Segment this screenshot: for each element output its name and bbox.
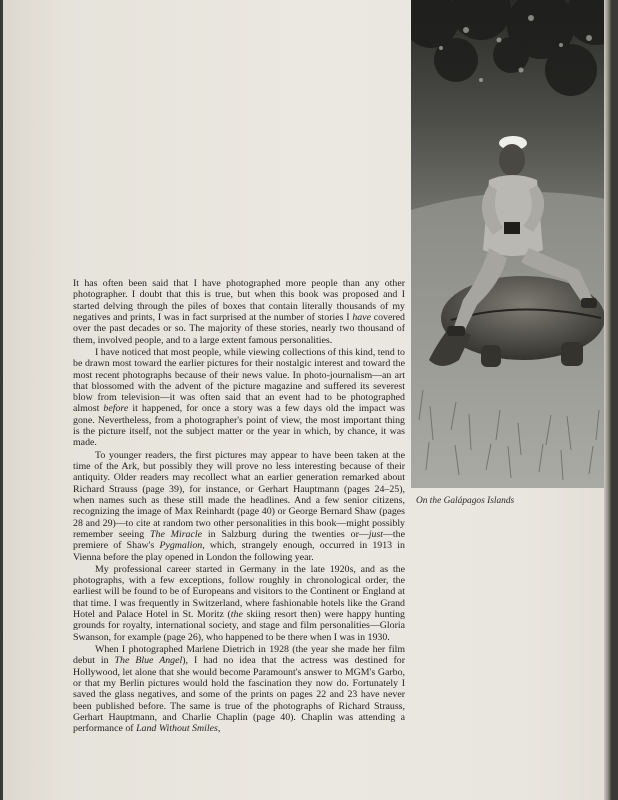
paragraph-2: I have noticed that most people, while viewing collections of this kind, tend to be drawn most toward the earlier pictures for their nostalgic interest and toward the most recent photographs because of their news value. In photo-journalism—an art that blossomed with the advent of the picture magazine and suffered its severest blow from television—it was often said that an event had to be photographed almost before it happened, for once a story was a few days old the impact was gone. Nevertheless, from a photographer's point of view, the most important thing is the picture itself, not the subject matter or the year in which, by chance, it was made. <box>73 346 405 449</box>
paragraph-3: To younger readers, the first pictures may appear to have been taken at the time of the Ark, but possibly they will prove no less interesting because of their antiquity. Older readers may recollect what an earlier generation remarked about Richard Strauss (page 39), for instance, or Gerhart Hauptmann (pages 24–25), when names such as these still made the headlines. And a few senior citizens, recognizing the image of Max Reinhardt (page 40) or George Bernard Shaw (pages 28 and 29)—to cite at random two other personalities in this book—might possibly remember seeing The Miracle in Salzburg during the twenties or—just—the premiere of Shaw's Pygmalion, which, strangely enough, occurred in 1913 in Vienna before the play opened in London the following year. <box>73 449 405 563</box>
photo-man-on-giant-tortoise <box>411 0 611 488</box>
book-page <box>3 0 611 800</box>
photo-caption: On the Galápagos Islands <box>416 496 515 506</box>
body-text <box>73 278 405 735</box>
paragraph-1: It has often been said that I have photographed more people than any other photographer. I doubt that this is true, but when this book was proposed and I started delving through the piles of boxes that contain literally thousands of my negatives and prints, I was in fact surprised at the number of stories I have covered over the past decades or so. The majority of these stories, nearly two thousand of them, involved people, and to a large extent famous personalities. <box>73 278 405 346</box>
paragraph-4: My professional career started in Germany in the late 1920s, and as the photographs, with a few exceptions, follow roughly in chronological order, the earliest will be found to be of Europeans and visitors to the Continent or England at that time. I was frequently in Switzerland, where fashionable hotels like the Grand Hotel and Palace Hotel in St. Moritz (the skiing resort then) were happy hunting grounds for royalty, international society, and stage and film personalities—Gloria Swanson, for example (page 26), who happened to be there when I was in 1930. <box>73 563 405 643</box>
paragraph-5: When I photographed Marlene Dietrich in 1928 (the year she made her film debut in The Blue Angel), I had no idea that the actress was destined for Hollywood, let alone that she would become Paramount's answer to MGM's Garbo, or that my Berlin pictures would hold the fascination they now do. Fortunately I saved the glass negatives, and some of the prints on pages 22 and 23 have never been published before. The same is true of the photographs of Richard Strauss, Gerhart Hauptmann, and Charlie Chaplin (page 40). Chaplin was attending a performance of Land Without Smiles, <box>73 644 405 735</box>
page-binding-edge <box>604 0 611 800</box>
